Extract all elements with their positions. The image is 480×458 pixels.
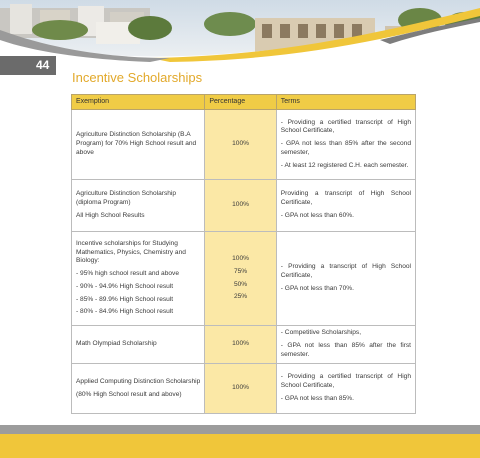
terms-item: - At least 12 registered C.H. each semester. — [280, 161, 409, 169]
exemption-text: - 90% - 94.9% High School result — [76, 282, 174, 290]
campus-photo-illustration — [0, 0, 480, 62]
table-row — [72, 180, 416, 232]
header-exemption: Exemption — [72, 95, 205, 110]
exemption-text: Agriculture Distinction Scholarship (diploma Program) — [76, 190, 177, 207]
terms-item: - Providing a certified transcript of High School Certificate, — [280, 373, 411, 390]
percentage-value: 50% — [233, 280, 248, 288]
terms-cell — [276, 326, 415, 364]
exemption-text: - 95% high school result and above — [76, 270, 180, 278]
terms-cell — [276, 180, 415, 232]
percentage-value: 25% — [233, 293, 248, 301]
terms-cell — [276, 110, 415, 180]
terms-cell — [276, 232, 415, 326]
terms-item: - GPA not less than 85% after the second semester, — [280, 140, 411, 156]
table-row — [72, 110, 416, 180]
table-row — [72, 364, 416, 414]
page-number-tab — [0, 56, 56, 75]
percentage-value: 100% — [232, 201, 249, 209]
exemption-text: Agriculture Distinction Scholarship (B.A Program) for 70% High School result and above — [76, 131, 197, 156]
terms-item: - GPA not less than 85%. — [280, 394, 354, 402]
exemption-text: Math Olympiad Scholarship — [76, 340, 157, 348]
percentage-cell — [205, 364, 276, 414]
percentage-value: 75% — [233, 267, 248, 275]
section-title: Incentive Scholarships — [72, 70, 203, 85]
exemption-text: - 85% - 89.9% High School result — [76, 295, 174, 303]
exemption-text: Incentive scholarships for Studying Mathematics, Physics, Chemistry and Biology: — [76, 240, 186, 265]
exemption-cell — [72, 110, 205, 180]
terms-item: - Competitive Scholarships, — [280, 329, 362, 337]
header-campus-photo — [0, 0, 480, 62]
exemption-cell — [72, 326, 205, 364]
exemption-text: All High School Results — [76, 211, 145, 219]
terms-item: - GPA not less than 70%. — [280, 284, 354, 292]
terms-cell — [276, 364, 415, 414]
terms-item: - Providing a certified transcript of High School Certificate, — [280, 118, 411, 135]
scholarship-table — [71, 94, 416, 414]
page-number: 44 — [36, 58, 50, 72]
percentage-cell — [205, 232, 276, 326]
terms-item: - GPA not less than 60%. — [280, 211, 354, 219]
exemption-text: (80% High School result and above) — [76, 390, 182, 398]
exemption-text: - 80% - 84.9% High School result — [76, 308, 174, 316]
percentage-value: 100% — [232, 384, 249, 392]
percentage-value: 100% — [232, 255, 249, 263]
terms-item: - GPA not less than 85% after the first semester. — [280, 342, 411, 358]
exemption-cell — [72, 232, 205, 326]
percentage-cell — [205, 326, 276, 364]
table-row — [72, 232, 416, 326]
percentage-cell — [205, 180, 276, 232]
footer-gray-band — [0, 425, 480, 434]
exemption-cell — [72, 180, 205, 232]
table-row — [72, 326, 416, 364]
exemption-text: Applied Computing Distinction Scholarship — [76, 377, 201, 385]
header-percentage: Percentage — [205, 95, 276, 110]
terms-item: - Providing a transcript of High School Certificate, — [280, 263, 411, 280]
percentage-cell — [205, 110, 276, 180]
percentage-value: 100% — [232, 140, 249, 148]
terms-item: Providing a transcript of High School Certificate, — [280, 190, 411, 207]
exemption-cell — [72, 364, 205, 414]
header-terms: Terms — [276, 95, 415, 110]
footer-yellow-band — [0, 434, 480, 458]
percentage-value: 100% — [232, 340, 249, 348]
table-header-row — [72, 95, 416, 110]
